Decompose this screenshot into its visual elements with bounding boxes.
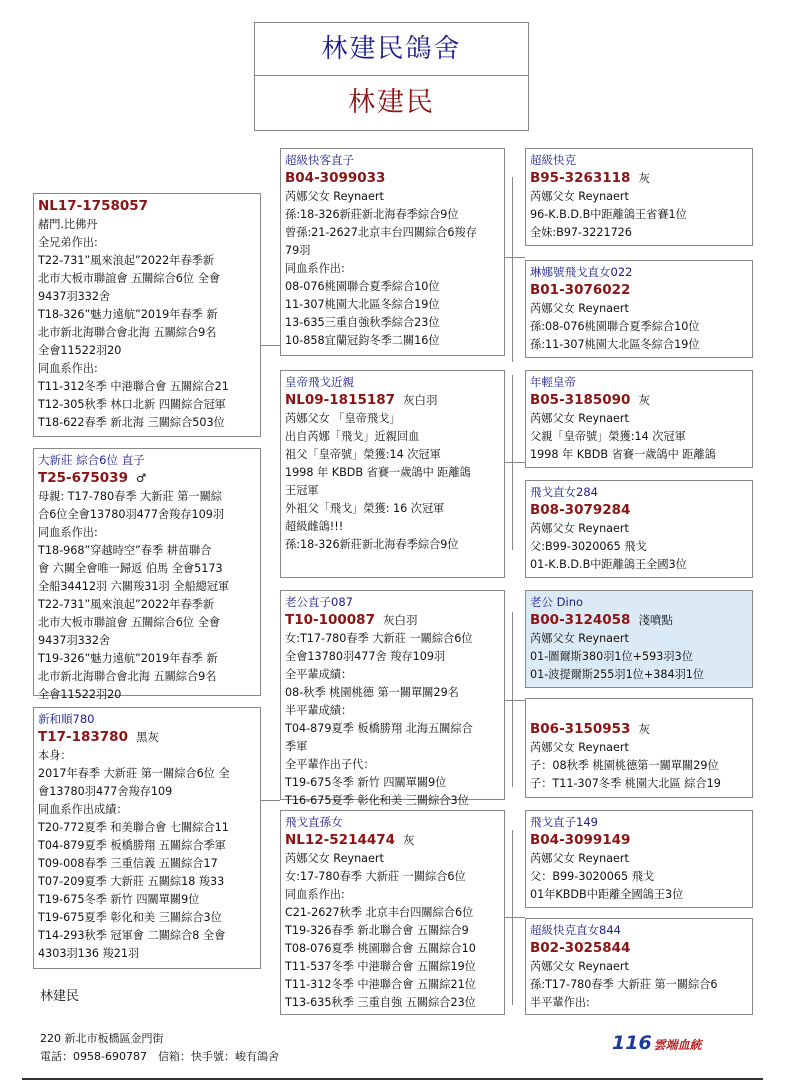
note-line: 同血系作出: [285, 262, 345, 275]
ring-number: B00-3124058 淺噴點 [530, 612, 673, 628]
bird-title: 飛戈直孫女 [285, 815, 343, 829]
note-line: 芮娜父女 Reynaert [530, 190, 629, 203]
note-line: C21-2627秋季 北京丰台四關綜合6位 [285, 906, 474, 919]
note-line: T19-675夏季 彰化和美 三關綜合3位 [38, 911, 222, 924]
note-line: 13-635三重自強秋季綜合23位 [285, 316, 440, 329]
footer-phone-email: 電話：0958-690787 信箱：快手號：峻有鴿舍 [40, 1050, 279, 1063]
note-line: 01-K.B.D.B中距離鴿王全國3位 [530, 558, 687, 571]
note-line: 北市大板市聯誼會 五關綜合6位 全會 [38, 616, 221, 629]
loft-owner: 林建民 [348, 87, 435, 118]
pedigree-grandsire-d2s [525, 810, 753, 908]
note-line: 10-858宜蘭冠鈞冬季二關16位 [285, 334, 440, 347]
note-line: 同血系作出: [38, 362, 98, 375]
note-line: 祖父「皇帝號」榮獲:14 次冠軍 [285, 448, 441, 461]
loft-header [254, 22, 529, 131]
bird-color: 灰 [638, 171, 650, 185]
ring-number: B08-3079284 [530, 502, 631, 518]
bird-color: 灰白羽 [403, 393, 438, 407]
note-line: 會13780羽477舍羧存109 [38, 785, 173, 798]
note-line: 9437羽332舍 [38, 634, 111, 647]
bird-title: 超級快客直子 [285, 153, 354, 167]
pedigree-main-bird [33, 193, 261, 437]
note-line: T07-209夏季 大新莊 五關綜18 羧33 [38, 875, 225, 888]
pedigree-granddam-sd [525, 260, 753, 358]
note-line: T09-008春季 三重信義 五關綜合17 [38, 857, 218, 870]
note-line: T19-675冬季 新竹 四關單關9位 [38, 893, 200, 906]
pedigree-granddam-s2d [525, 698, 753, 798]
note-line: T19-326春季 新北聯合會 五關綜合9 [285, 924, 469, 937]
note-line: 赭門.比佛丹 [38, 218, 98, 231]
bird-title: 老公直子087 [285, 595, 353, 609]
pedigree-mate-1 [33, 448, 261, 701]
note-line: T16-675夏季 彰化和美 三關綜合3位 [285, 794, 469, 807]
bird-title: 皇帝飛戈近親 [285, 375, 354, 389]
note-line: 1998 年 KBDB 省賽一歲鴿中 距離鴿 [285, 466, 471, 479]
bird-title: 超級快克 [530, 153, 576, 167]
note-line: 01年KBDB中距離全國鴿王3位 [530, 888, 684, 901]
bird-color: 淺噴點 [638, 613, 673, 627]
note-line: T22-731”風來浪起”2022年春季新 [38, 254, 215, 267]
bird-title: 大新莊 綜合6位 直子 [38, 453, 145, 467]
note-line: T13-635秋季 三重自強 五關綜合23位 [285, 996, 476, 1009]
connector [505, 462, 525, 463]
bird-title: 年輕皇帝 [530, 375, 576, 389]
connector [505, 917, 525, 918]
ring-number: NL17-1758057 [38, 198, 149, 214]
bird-notes [38, 216, 256, 432]
note-line: 2017年春季 大新莊 第一關綜合6位 全 [38, 767, 230, 780]
note-line: T14-293秋季 冠軍會 二關綜合8 全會 [38, 929, 226, 942]
note-line: T08-076夏季 桃園聯合會 五關綜合10 [285, 942, 476, 955]
note-line: 芮娜父女 Reynaert [285, 190, 384, 203]
note-line: 父：B99-3020065 飛戈 [530, 870, 655, 883]
note-line: 超級雌鴿!!! [285, 520, 344, 533]
pedigree-mate-2 [33, 707, 261, 969]
bottom-divider [22, 1078, 763, 1080]
bird-color: 灰白羽 [382, 613, 418, 627]
pedigree-granddam-d2d [525, 918, 753, 1015]
pedigree-sire-2 [280, 590, 505, 807]
bird-title: 新和順780 [38, 712, 95, 726]
note-line: 父:B99-3020065 飛戈 [530, 540, 647, 553]
bird-color: 灰 [638, 722, 650, 736]
note-line: 半平輩成績： [285, 704, 353, 717]
note-line: 北市大板市聯誼會 五關綜合6位 全會 [38, 272, 221, 285]
note-line: 子：08秋季 桃園桃德第一關單關29位 [530, 759, 719, 772]
pedigree-grandsire-ds [525, 370, 753, 468]
bird-color: 灰 [403, 833, 415, 847]
connector [261, 345, 280, 346]
note-line: 孫:08-076桃園聯合夏季綜合10位 [530, 320, 700, 333]
note-line: 合6位全會13780羽477舍羧存109羽 [38, 508, 225, 521]
note-line: 孫:18-326新莊新北海春季綜合9位 [285, 208, 459, 221]
note-line: 外祖父「飛戈」榮獲: 16 次冠軍 [285, 502, 445, 515]
ring-number: NL12-5214474 灰 [285, 832, 415, 848]
note-line: 全會11522羽20 [38, 344, 122, 357]
pedigree-dam [280, 370, 505, 578]
note-line: 同血系作出成績： [38, 803, 128, 816]
note-line: 全會13780羽477舍 羧存109羽 [285, 650, 446, 663]
note-line: T11-312冬季 中港聯合會 五關綜合21 [38, 380, 229, 393]
note-line: 芮娜父女 Reynaert [530, 960, 629, 973]
note-line: 女:17-780春季 大新莊 一關綜合6位 [285, 870, 466, 883]
note-line: 芮娜父女 「皇帝飛戈」 [285, 412, 401, 425]
note-line: 08-076桃園聯合夏季綜合10位 [285, 280, 440, 293]
note-line: 01-波提爾斯255羽1位+384羽1位 [530, 668, 705, 681]
note-line: 96-K.B.D.B中距離鴿王省賽1位 [530, 208, 687, 221]
loft-name: 林建民鴿舍 [255, 23, 528, 76]
note-line: 父親「皇帝號」榮獲:14 次冠軍 [530, 430, 686, 443]
connector [261, 800, 280, 801]
ring-number: B06-3150953 灰 [530, 721, 650, 737]
note-line: 同血系作出: [285, 888, 345, 901]
note-line: T04-879夏季 板橋勝翔 五關綜合季軍 [38, 839, 226, 852]
note-line: 01-圖爾斯380羽1位+593羽3位 [530, 650, 693, 663]
pedigree-dam-2 [280, 810, 505, 1015]
note-line: 芮娜父女 Reynaert [530, 302, 629, 315]
note-line: 芮娜父女 Reynaert [530, 412, 629, 425]
note-line: 出自芮娜「飛戈」近親回血 [285, 430, 420, 443]
note-line: T18-326”魅力遠航”2019年春季 新 [38, 308, 218, 321]
bird-title: 琳娜號飛戈直女022 [530, 265, 633, 279]
pedigree-grandsire-ss [525, 148, 753, 246]
ring-number: B95-3263118 灰 [530, 170, 650, 186]
ring-number: T25-675039 ♂ [38, 470, 147, 486]
note-line: T18-968”穿越時空”春季 耕苗聯合 [38, 544, 212, 557]
ring-number: B04-3099149 [530, 832, 631, 848]
note-line: 全平輩成績： [285, 668, 353, 681]
footer-owner: 林建民 [40, 989, 80, 1004]
note-line: T18-622春季 新北海 三關綜合503位 [38, 416, 225, 429]
pedigree-grandsire-s2s [525, 590, 753, 688]
ring-number: NL09-1815187 灰白羽 [285, 392, 438, 408]
bird-sex: ♂ [135, 471, 147, 485]
note-line: 王冠軍 [285, 484, 319, 497]
pedigree-sire [280, 148, 505, 356]
note-line: 芮娜父女 Reynaert [285, 852, 384, 865]
note-line: 北市新北海聯合會北海 五關綜合9名 [38, 326, 217, 339]
note-line: T22-731”風來浪起”2022年春季新 [38, 598, 215, 611]
note-line: 曾孫:21-2627北京丰台四關綜合6羧存 [285, 226, 477, 239]
footer-address: 220 新北市板橋區金門街 [40, 1032, 164, 1045]
note-line: 79羽 [285, 244, 311, 257]
note-line: T19-326”魅力遠航”2019年春季 新 [38, 652, 218, 665]
note-line: 4303羽136 羧21羽 [38, 947, 140, 960]
logo-text: 雲端血統 [653, 1038, 702, 1052]
note-line: 孫:T17-780春季 大新莊 第一關綜合6 [530, 978, 718, 991]
note-line: 季軍 [285, 740, 308, 753]
connector [505, 700, 525, 701]
logo-number: 116 [612, 1032, 652, 1054]
bird-title: 超級快克直女844 [530, 923, 621, 937]
note-line: 全妹:B97-3221726 [530, 226, 632, 239]
bird-title: 飛戈直子149 [530, 815, 598, 829]
note-line: 母親: T17-780春季 大新莊 第一關綜 [38, 490, 222, 503]
bird-color: 灰 [638, 393, 650, 407]
pedigree-granddam-dd [525, 480, 753, 578]
note-line: 子：T11-307冬季 桃園大北區 綜合19 [530, 777, 721, 790]
note-line: 孫:18-326新莊新北海春季綜合9位 [285, 538, 459, 551]
note-line: 半平輩作出: [530, 996, 590, 1009]
note-line: T11-312冬季 中港聯合會 五關綜21位 [285, 978, 476, 991]
note-line: T04-879夏季 板橋勝翔 北海五關綜合 [285, 722, 473, 735]
note-line: 女:T17-780春季 大新莊 一關綜合6位 [285, 632, 473, 645]
note-line: T12-305秋季 林口北新 四關綜合冠軍 [38, 398, 226, 411]
note-line: 孫:11-307桃園大北區冬綜合19位 [530, 338, 700, 351]
ring-number: B04-3099033 [285, 170, 386, 186]
note-line: T20-772夏季 和美聯合會 七關綜合11 [38, 821, 229, 834]
note-line: 會 六關全會唯一歸返 伯馬 全會5173 [38, 562, 223, 575]
note-line: 全會11522羽20 [38, 688, 122, 701]
footer-contact [40, 1030, 279, 1066]
connector [505, 257, 525, 258]
brand-logo [612, 1032, 702, 1054]
note-line: 9437羽332舍 [38, 290, 111, 303]
ring-number: B01-3076022 [530, 282, 631, 298]
bird-title: 老公 Dino [530, 595, 584, 609]
note-line: T11-537冬季 中港聯合會 五關綜19位 [285, 960, 476, 973]
bird-title: 飛戈直女284 [530, 485, 598, 499]
ring-number: B05-3185090 灰 [530, 392, 650, 408]
ring-number: T10-100087 灰白羽 [285, 612, 418, 628]
note-line: 同血系作出: [38, 526, 98, 539]
note-line: 芮娜父女 Reynaert [530, 852, 629, 865]
connector [512, 177, 513, 362]
note-line: 08-秋季 桃園桃德 第一關單關29名 [285, 686, 459, 699]
note-line: 1998 年 KBDB 省賽一歲鴿中 距離鴿 [530, 448, 716, 461]
note-line: 芮娜父女 Reynaert [530, 522, 629, 535]
note-line: 全船34412羽 六關羧31羽 全船總冠軍 [38, 580, 230, 593]
note-line: 芮娜父女 Reynaert [530, 741, 629, 754]
note-line: 北市新北海聯合會北海 五關綜合9名 [38, 670, 217, 683]
note-line: 本身： [38, 749, 72, 762]
note-line: 全平輩作出子代： [285, 758, 375, 771]
note-line: T19-675冬季 新竹 四關單關9位 [285, 776, 447, 789]
note-line: 11-307桃園大北區冬綜合19位 [285, 298, 440, 311]
bird-color: 黑灰 [135, 730, 159, 744]
ring-number: T17-183780 黑灰 [38, 729, 159, 745]
note-line: 全兄弟作出: [38, 236, 98, 249]
note-line: 芮娜父女 Reynaert [530, 632, 629, 645]
ring-number: B02-3025844 [530, 940, 631, 956]
